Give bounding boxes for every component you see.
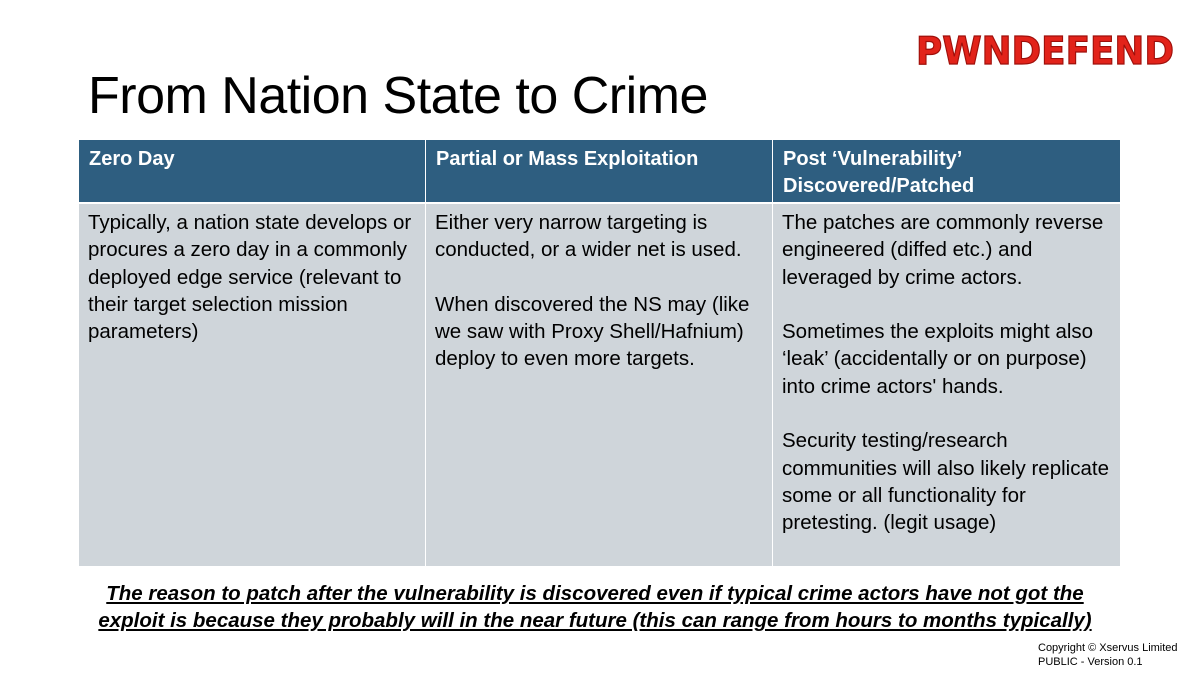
slide-title: From Nation State to Crime [88,67,708,125]
cell-post-vulnerability [773,204,1120,566]
cell-paragraph: Either very narrow targeting is conducted, or a wider net is used. [435,211,742,262]
pwndefend-logo [912,28,1178,72]
header-partial-mass-exploitation: Partial or Mass Exploitation [426,140,772,202]
comparison-table [79,140,1120,566]
footer-note: The reason to patch after the vulnerability is discovered even if typical crime actors have not got the exploit is because they probably will in the near future (this can range from hours to months typically) [98,582,1092,633]
version-line: PUBLIC - Version 0.1 [1038,656,1143,668]
cell-zero-day [79,204,425,566]
cell-paragraph: Security testing/research communities will also likely replicate some or all functionality for pretesting. (legit usage) [782,429,1109,535]
cell-paragraph: When discovered the NS may (like we saw with Proxy Shell/Hafnium) deploy to even more targets. [435,292,750,371]
header-zero-day: Zero Day [79,140,425,202]
svg-text:PWNDEFEND: PWNDEFEND [916,29,1174,72]
cell-paragraph: Sometimes the exploits might also ‘leak’ (accidentally or on purpose) into crime actors' hands. [782,320,1094,398]
cell-paragraph: Typically, a nation state develops or procures a zero day in a commonly deployed edge service (relevant to their target selection mission parameters) [88,211,412,344]
cell-partial-mass-exploitation [426,204,772,566]
header-post-vulnerability: Post ‘Vulnerability’ Discovered/Patched [773,140,1120,202]
pwndefend-logo-graphic [912,28,1178,72]
cell-paragraph: The patches are commonly reverse engineered (diffed etc.) and leveraged by crime actors. [782,211,1104,289]
copyright-notice [1038,641,1178,669]
copyright-line: Copyright © Xservus Limited [1038,642,1178,654]
